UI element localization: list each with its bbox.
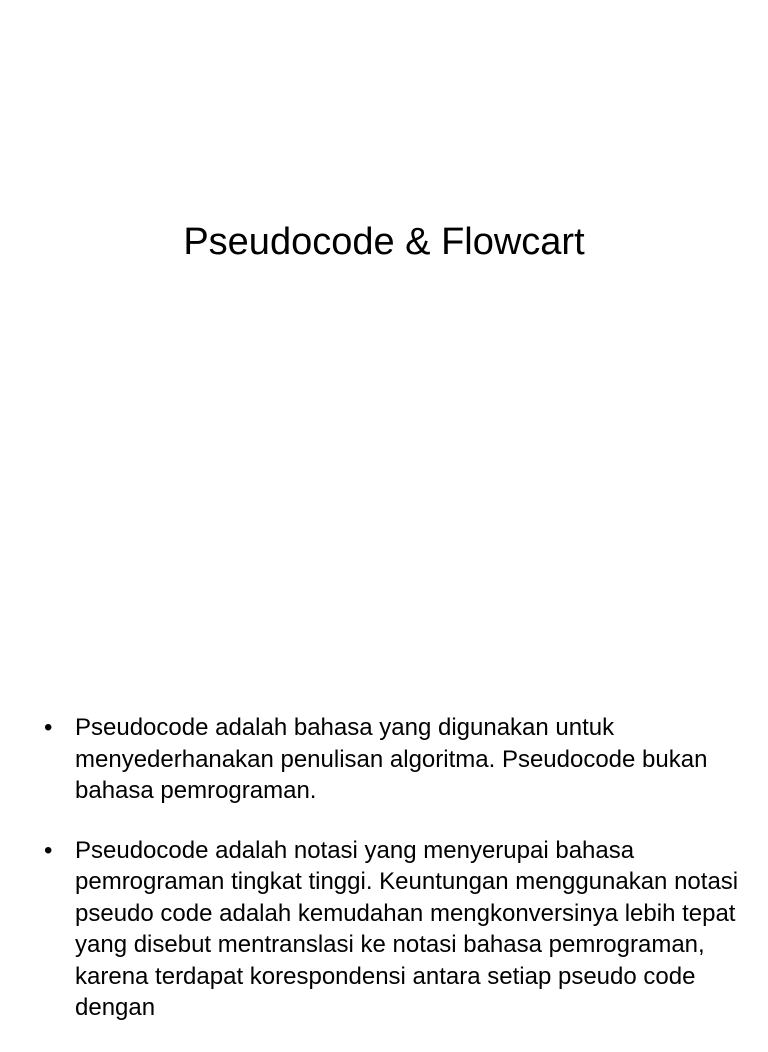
bullet-marker: •: [44, 714, 53, 741]
bullet-list: [44, 712, 744, 1052]
bullet-text: Pseudocode adalah notasi yang menyerupai bahasa pemrograman tingkat tinggi. Keuntungan menggunakan notasi pseudo code adalah kemudahan mengkonversinya lebih tepat yang disebut mentranslasi ke notasi bahasa pemrograman, karena terdapat korespondensi antara setiap pseudo code dengan: [75, 836, 739, 1021]
bullet-marker: •: [44, 836, 53, 864]
slide-title: Pseudocode & Flowcart: [183, 221, 585, 263]
bullet-item: [44, 712, 744, 807]
bullet-text: Pseudocode adalah bahasa yang digunakan untuk menyederhanakan penulisan algoritma. Pseudocode bukan bahasa pemrograman.: [75, 714, 708, 804]
bullet-item: [44, 835, 744, 1024]
